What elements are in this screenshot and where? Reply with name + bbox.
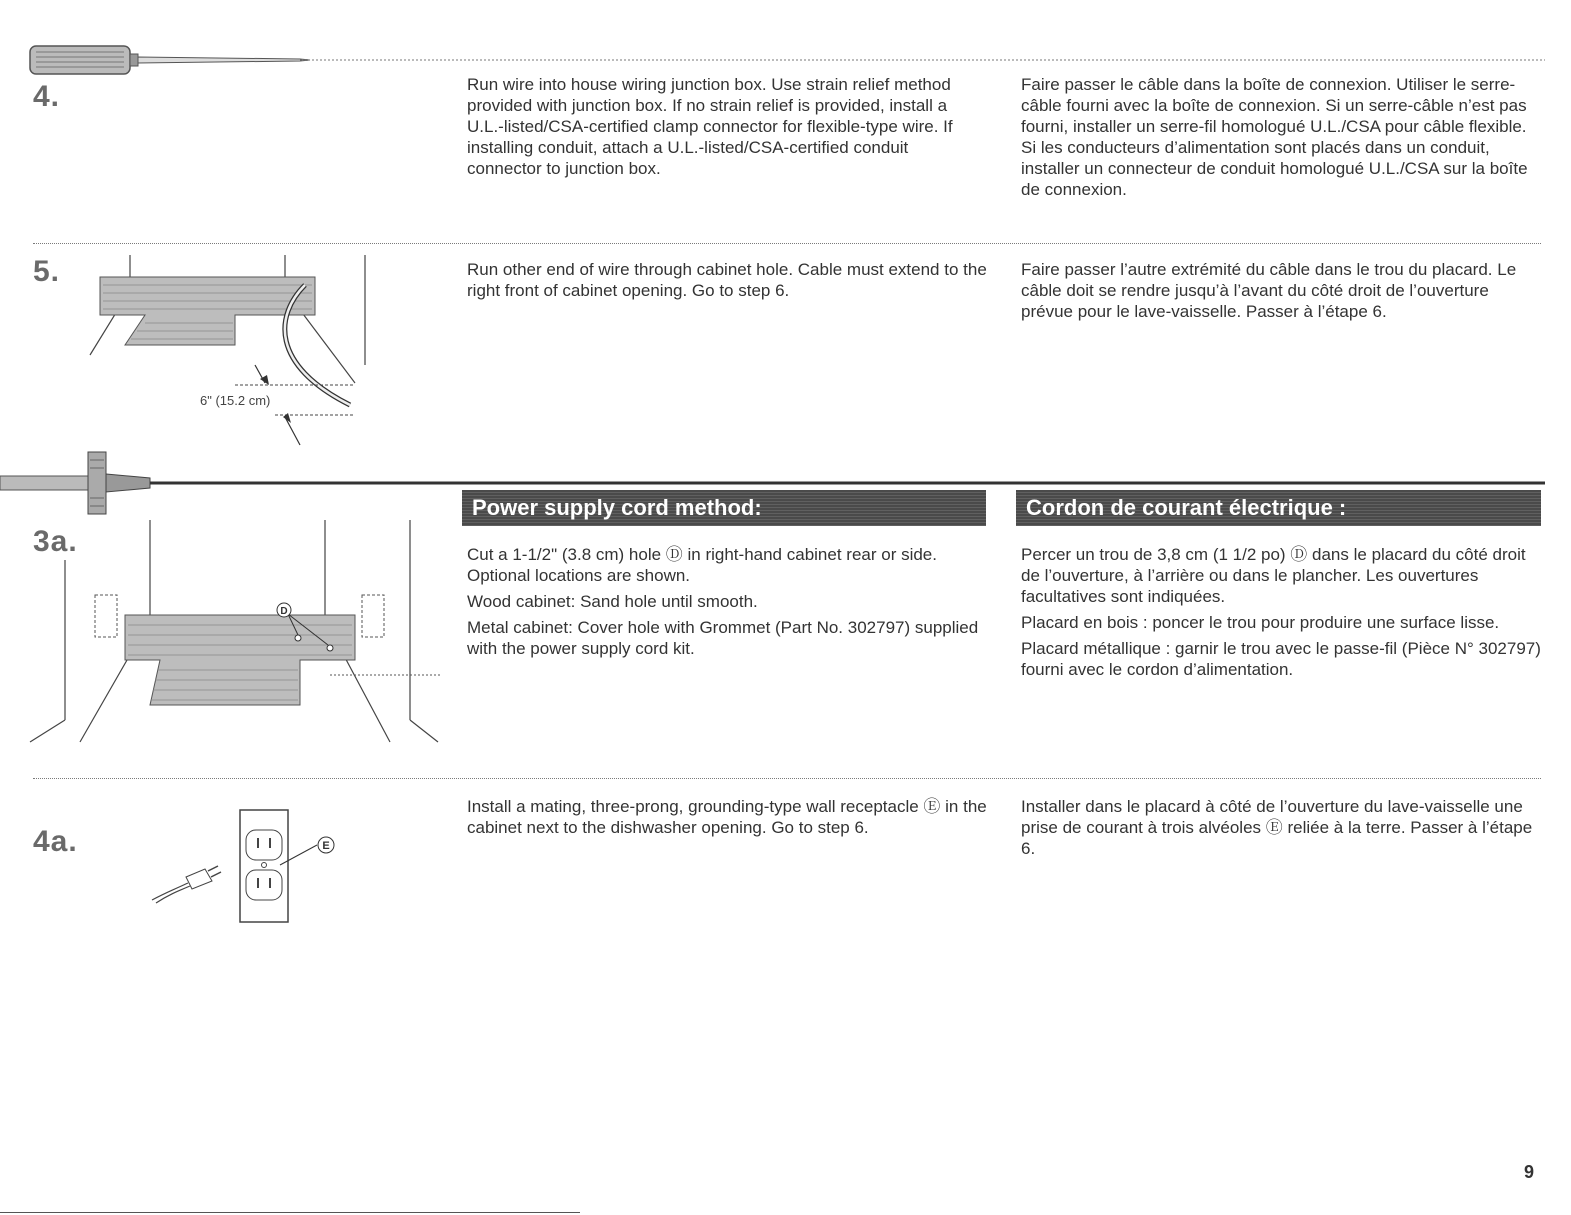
plug-illustration (150, 855, 230, 905)
page-number: 9 (1524, 1162, 1535, 1182)
paragraph: Run other end of wire through cabinet hole. Cable must extend to the right front of cabinet opening. Go to step 6. (467, 260, 987, 300)
step-text-fr (1021, 259, 1541, 327)
step-number: 5. (33, 255, 61, 288)
step-text-fr (1021, 544, 1541, 685)
paragraph: Metal cabinet: Cover hole with Grommet (Part No. 302797) supplied with the power supply cord kit. (467, 618, 979, 658)
paragraph: Percer un trou de 3,8 cm (1 1/2 po) Ⓓ dans le placard du côté droit de l’ouverture, à l’arrière ou dans le plancher. Les ouvertures facultatives sont indiquées. (1021, 545, 1526, 606)
section-banner-fr: Cordon de courant électrique : (1016, 490, 1541, 526)
paragraph: Placard métallique : garnir le trou avec le passe-fil (Pièce N° 302797) fourni avec le cordon d’alimentation. (1021, 639, 1541, 679)
section-banner-en: Power supply cord method: (462, 490, 986, 526)
step-text-en (467, 796, 987, 843)
dimension-label: 6" (15.2 cm) (200, 393, 271, 408)
step-number: 3a. (33, 525, 78, 558)
step-number: 4. (33, 80, 61, 113)
divider (33, 243, 1541, 244)
callout-e: E (322, 840, 330, 852)
step-text-fr (1021, 796, 1541, 864)
step-text-en (467, 259, 987, 306)
paragraph: Run wire into house wiring junction box. Use strain relief method provided with junction box. If no strain relief is provided, install a U.L.-listed/CSA-certified clamp connector for flexible-type wire. If installing conduit, attach a U.L.-listed/CSA-certified conduit connector to junction box. (467, 75, 953, 178)
paragraph: Faire passer l’autre extrémité du câble dans le trou du placard. Le câble doit se rendre jusqu’à l’avant du côté droit de l’ouverture prévue pour le lave-vaisselle. Passer à l’étape 6. (1021, 260, 1517, 321)
step-text-fr (1021, 74, 1541, 205)
step-text-en (467, 74, 987, 184)
cabinet-illustration (30, 520, 442, 750)
paragraph: Faire passer le câble dans la boîte de connexion. Utiliser le serre-câble fourni avec la boîte de connexion. Si un serre-câble n’est pas fourni, installer un serre-fil homologué U.L./CSA pour câble flexible. Si les conducteurs d’alimentation sont placés dans un conduit, installer un connecteur de conduit homologué U.L./CSA sur la boîte de connexion. (1021, 75, 1528, 199)
bottom-rule (0, 1212, 580, 1213)
step-number: 4a. (33, 825, 78, 858)
paragraph: Cut a 1-1/2" (3.8 cm) hole Ⓓ in right-hand cabinet rear or side. Optional locations are shown. (467, 545, 937, 585)
step-text-en (467, 544, 987, 664)
paragraph: Install a mating, three-prong, grounding-type wall receptacle Ⓔ in the cabinet next to the dishwasher opening. Go to step 6. (467, 797, 987, 837)
callout-d: D (280, 606, 288, 617)
paragraph: Placard en bois : poncer le trou pour produire une surface lisse. (1021, 613, 1500, 632)
divider (33, 778, 1541, 779)
paragraph: Wood cabinet: Sand hole until smooth. (467, 592, 758, 611)
cabinet-illustration (85, 255, 385, 455)
paragraph: Installer dans le placard à côté de l’ouverture du lave-vaisselle une prise de courant à trois alvéoles Ⓔ reliée à la terre. Passer à l’étape 6. (1021, 797, 1533, 858)
